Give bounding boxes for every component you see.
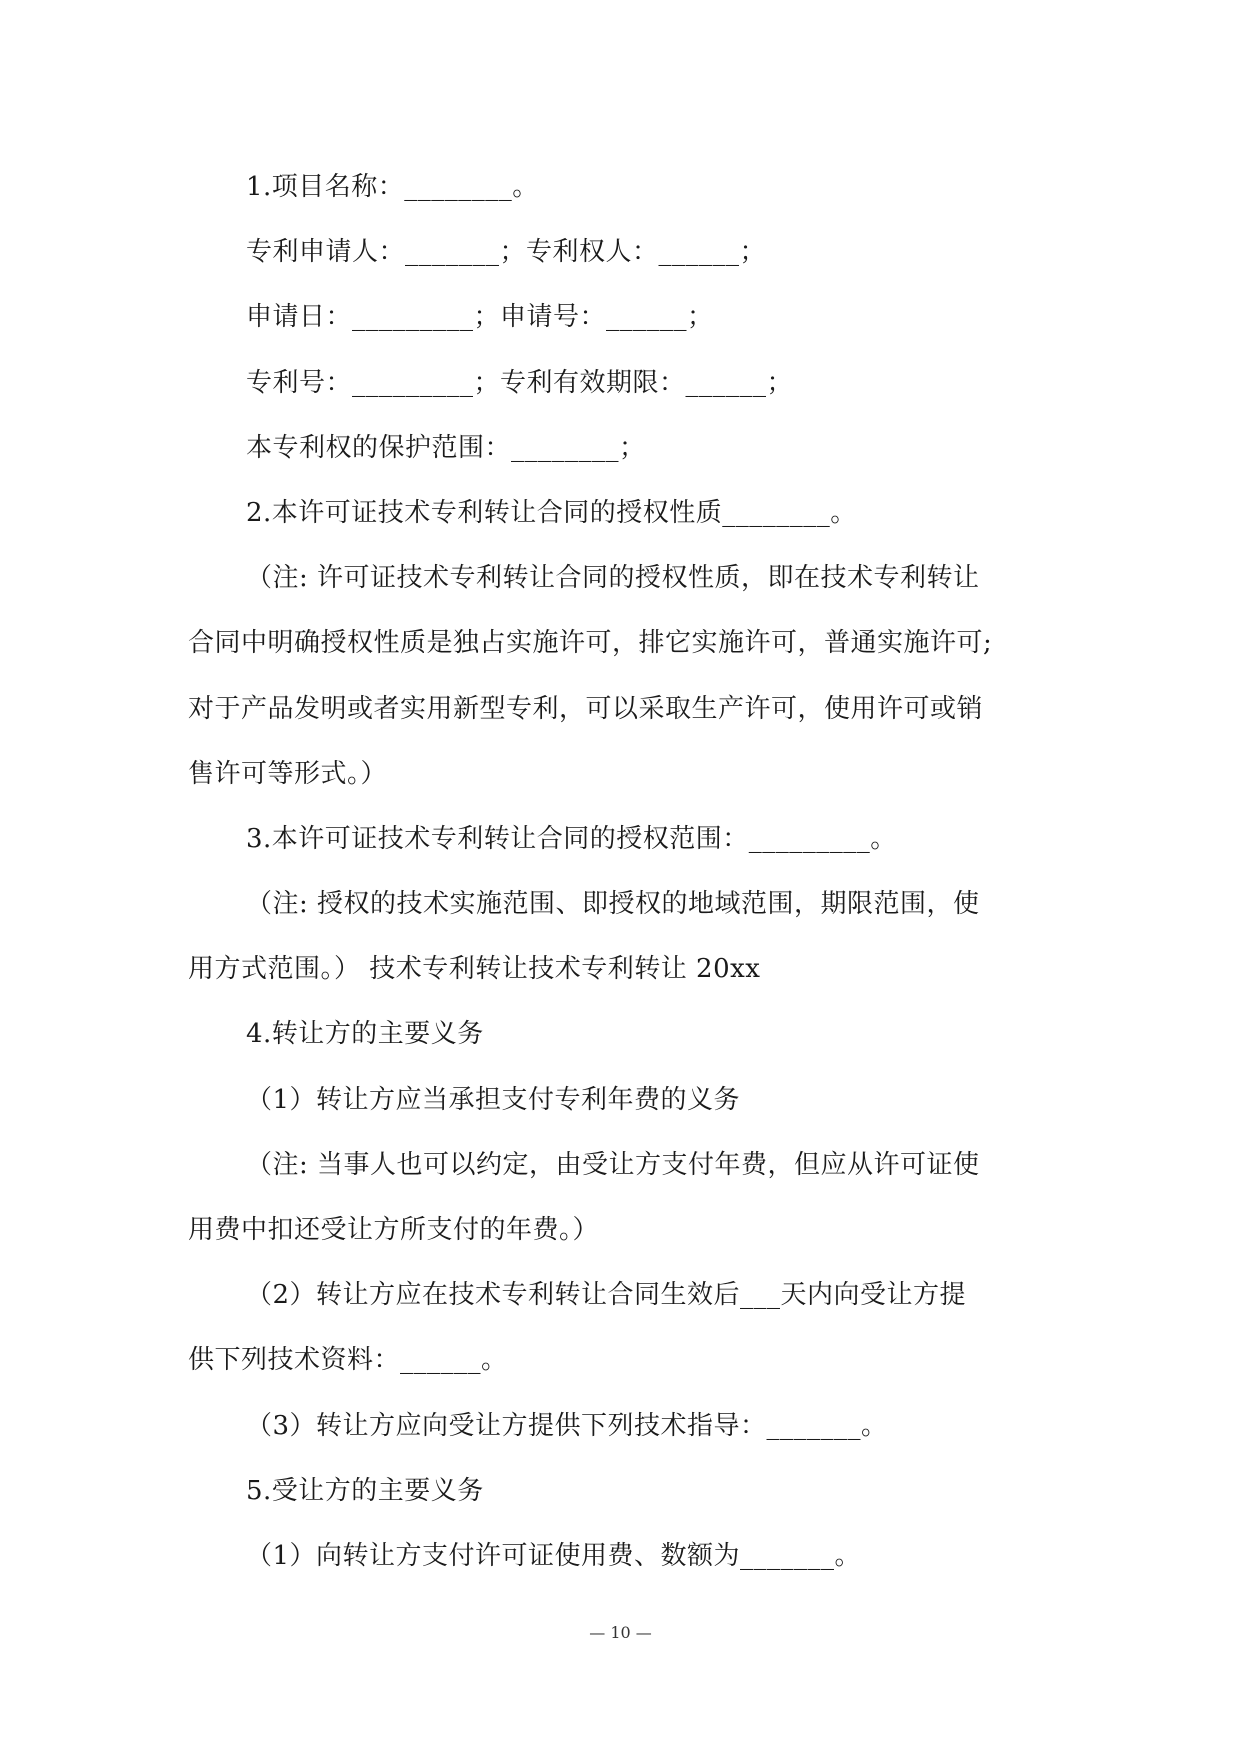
transferee-obligation-1: （1）向转让方支付许可证使用费、数额为_______。 — [246, 1540, 862, 1571]
item-transferee-obligations: 5.受让方的主要义务 — [246, 1475, 484, 1506]
page-number: — 10 — — [589, 1623, 652, 1642]
patent-applicant-line: 专利申请人：_______；专利权人：______； — [246, 237, 767, 268]
item-transferor-obligations: 4.转让方的主要义务 — [246, 1019, 484, 1050]
note-authorization-scope-1: （注: 授权的技术实施范围、即授权的地域范围，期限范围，使 — [246, 889, 980, 920]
transferor-obligation-3: （3）转让方应向受让方提供下列技术指导：_______。 — [246, 1410, 888, 1441]
note-authorization-nature-2: 合同中明确授权性质是独占实施许可，排它实施许可，普通实施许可; — [188, 628, 993, 659]
protection-scope-line: 本专利权的保护范围：________； — [246, 432, 646, 463]
note-authorization-nature-4: 售许可等形式。） — [188, 758, 388, 789]
transferor-obligation-2b: 供下列技术资料：______。 — [188, 1345, 508, 1376]
note-annual-fee-1: （注: 当事人也可以约定，由受让方支付年费，但应从许可证使 — [246, 1149, 980, 1180]
item-project-name: 1.项目名称：________。 — [246, 172, 539, 202]
note-annual-fee-2: 用费中扣还受让方所支付的年费。） — [188, 1215, 600, 1245]
document-body — [188, 155, 1058, 1589]
transferor-obligation-1: （1）转让方应当承担支付专利年费的义务 — [246, 1084, 741, 1115]
application-date-line: 申请日：_________；申请号：______； — [246, 302, 714, 333]
patent-number-line: 专利号：_________；专利有效期限：______； — [246, 367, 794, 398]
item-authorization-nature: 2.本许可证技术专利转让合同的授权性质________。 — [246, 497, 857, 528]
transferor-obligation-2a: （2）转让方应在技术专利转让合同生效后___天内向受让方提 — [246, 1280, 967, 1311]
note-authorization-nature-1: （注: 许可证技术专利转让合同的授权性质，即在技术专利转让 — [246, 563, 980, 594]
note-authorization-scope-2: 用方式范围。） 技术专利转让技术专利转让 20xx — [188, 954, 761, 985]
note-authorization-nature-3: 对于产品发明或者实用新型专利，可以采取生产许可，使用许可或销 — [188, 693, 984, 724]
item-authorization-scope: 3.本许可证技术专利转让合同的授权范围：_________。 — [246, 823, 897, 854]
